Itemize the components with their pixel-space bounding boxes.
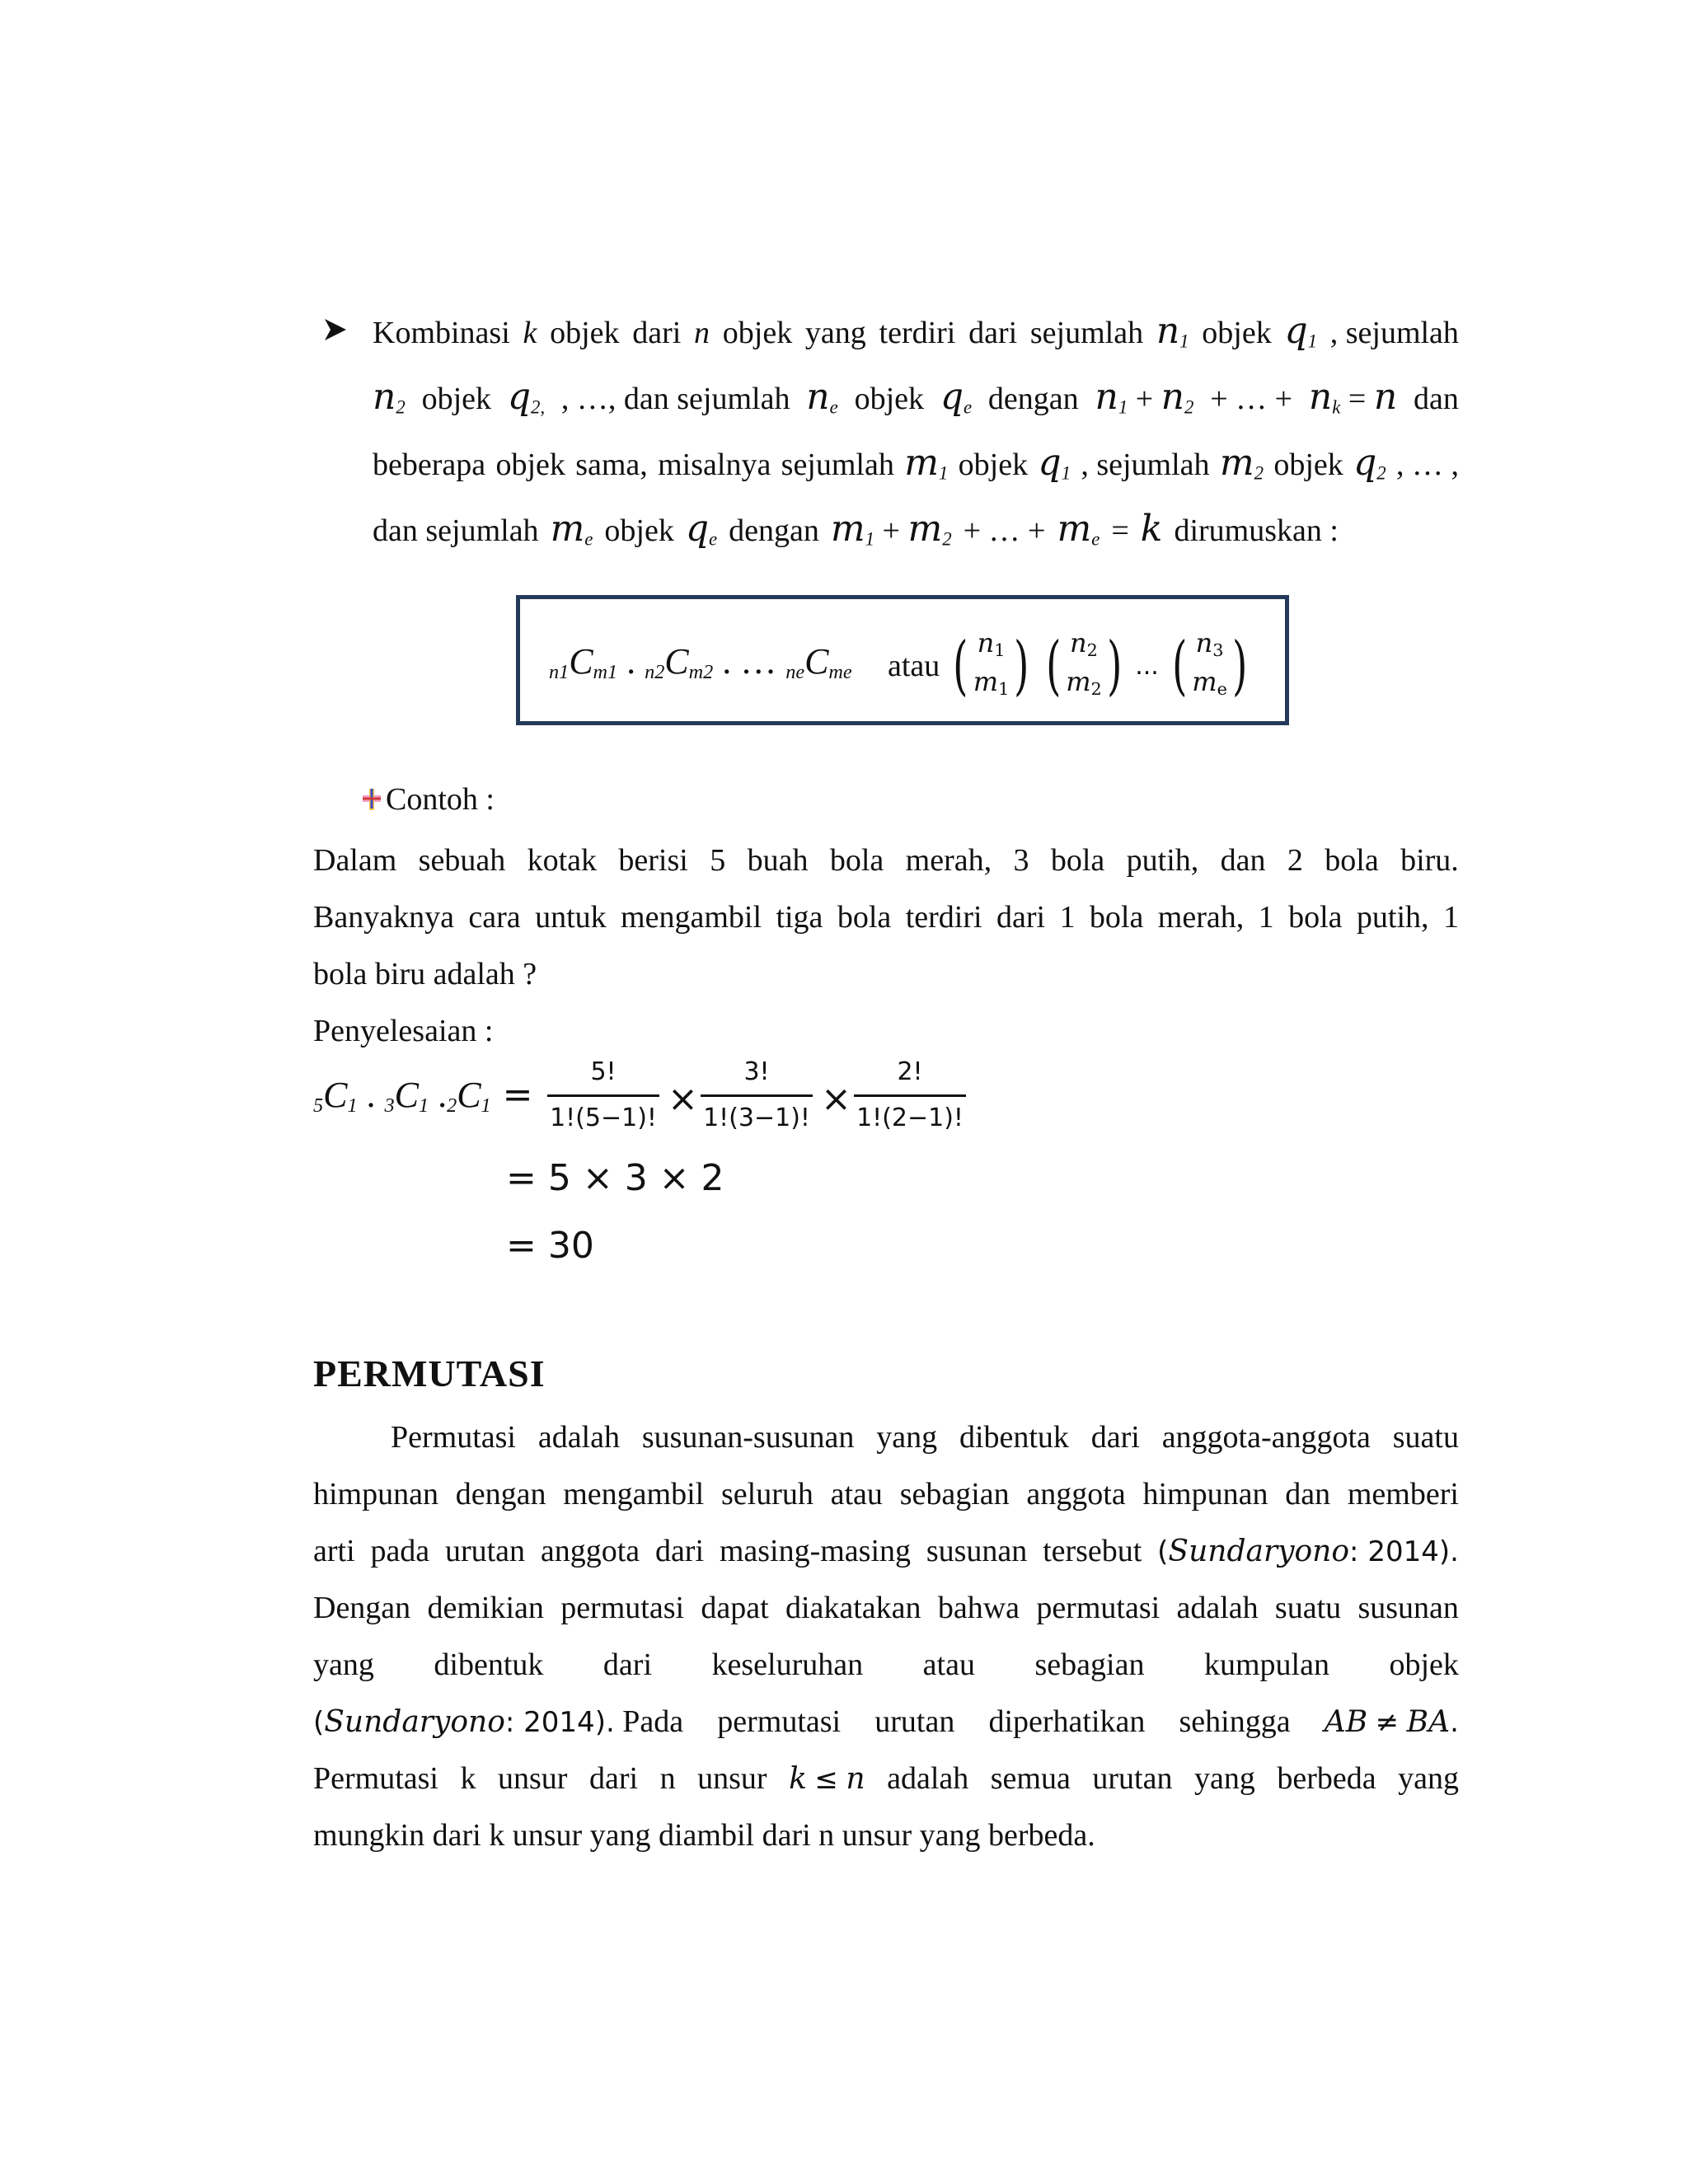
permutation-paragraph	[313, 1419, 1459, 1874]
binomial-3: ( $n_3$ $m_e$ )	[1171, 626, 1248, 703]
perm-line-7: Permutasi k unsur dari n unsur k ≤ n adalah semua urutan yang berbeda yang	[313, 1761, 1459, 1796]
formula-combination-product: $_{n1}C_{m1}$ . $_{n2}C_{m2}$ . … $_{ne}C_{me}$	[549, 641, 852, 684]
solution-label: Penyelesaian :	[313, 1014, 494, 1048]
fraction-2: 3! 1!(3−1)!	[701, 1057, 813, 1132]
formula-box	[516, 595, 1289, 725]
perm-line-8: mungkin dari k unsur yang diambil dari n unsur yang berbeda.	[313, 1818, 1095, 1853]
example-text	[313, 832, 1459, 1060]
binomial-1: ( $n_1$ $m_1$ )	[953, 626, 1029, 703]
example-line-1: Dalam sebuah kotak berisi 5 buah bola merah, 3 bola putih, dan 2 bola biru.	[313, 843, 1459, 878]
perm-line-5: yang dibentuk dari keseluruhan atau sebagian kumpulan objek	[313, 1647, 1459, 1682]
perm-line-2: himpunan dengan mengambil seluruh atau sebagian anggota himpunan dan memberi	[313, 1477, 1459, 1511]
fraction-3: 2! 1!(2−1)!	[854, 1057, 966, 1132]
bullet-line-1: Kombinasi k objek dari n objek yang terdiri dari sejumlah $n_1$ objek $q_1$ , sejumlah	[373, 310, 1459, 352]
binomial-2: ( $n_2$ $m_2$ )	[1045, 626, 1123, 703]
perm-line-1: Permutasi adalah susunan-susunan yang dibentuk dari anggota-anggota suatu	[391, 1420, 1459, 1455]
perm-line-3: arti pada urutan anggota dari masing-masing susunan tersebut (Sundaryono: 2014).	[313, 1534, 1459, 1568]
example-line-3: bola biru adalah ?	[313, 957, 537, 991]
formula-binomial-product: atau ( $n_1$ $m_1$ ) ( $n_2$ $m_2$ ) ... ( $n_3$ $m_e$ )	[888, 629, 1255, 703]
perm-line-4: Dengan demikian permutasi dapat diakatakan bahwa permutasi adalah suatu susunan	[313, 1591, 1459, 1625]
section-title: PERMUTASI	[313, 1352, 546, 1394]
fraction-1: 5! 1!(5−1)!	[547, 1057, 659, 1132]
bullet-line-4: dan sejumlah $m_e$ objek $q_e$ dengan $m_1 + m_2$ + … + $m_e$ = k dirumuskan :	[373, 508, 1339, 550]
times-sign-2: ×	[821, 1078, 851, 1120]
solution-step-3: = 30	[506, 1225, 594, 1267]
example-heading: Contoh :	[359, 781, 495, 818]
perm-line-6: (Sundaryono: 2014). Pada permutasi urutan diperhatikan sehingga AB ≠ BA.	[313, 1704, 1459, 1739]
example-line-2: Banyaknya cara untuk mengambil tiga bola terdiri dari 1 bola merah, 1 bola putih, 1	[313, 900, 1459, 935]
bullet-line-2: $n_2$ objek $q_{2,}$ , …, dan sejumlah $n_e$ objek $q_e$ dengan $n_1 + n_2$ + … + $n_k = n$ dan	[373, 376, 1459, 418]
bullet-line-3: beberapa objek sama, misalnya sejumlah $m_1$ objek $q_1$ , sejumlah $m_2$ objek $q_2$ , … ,	[373, 442, 1459, 484]
arrow-bullet-icon	[323, 317, 348, 342]
pushpin-icon	[359, 787, 384, 812]
times-sign-1: ×	[668, 1078, 698, 1120]
solution-step-2: = 5 × 3 × 2	[506, 1157, 724, 1199]
solution-lhs: $_5C_1$ . $_3C_1$ $._2C_1$ =	[313, 1074, 533, 1118]
